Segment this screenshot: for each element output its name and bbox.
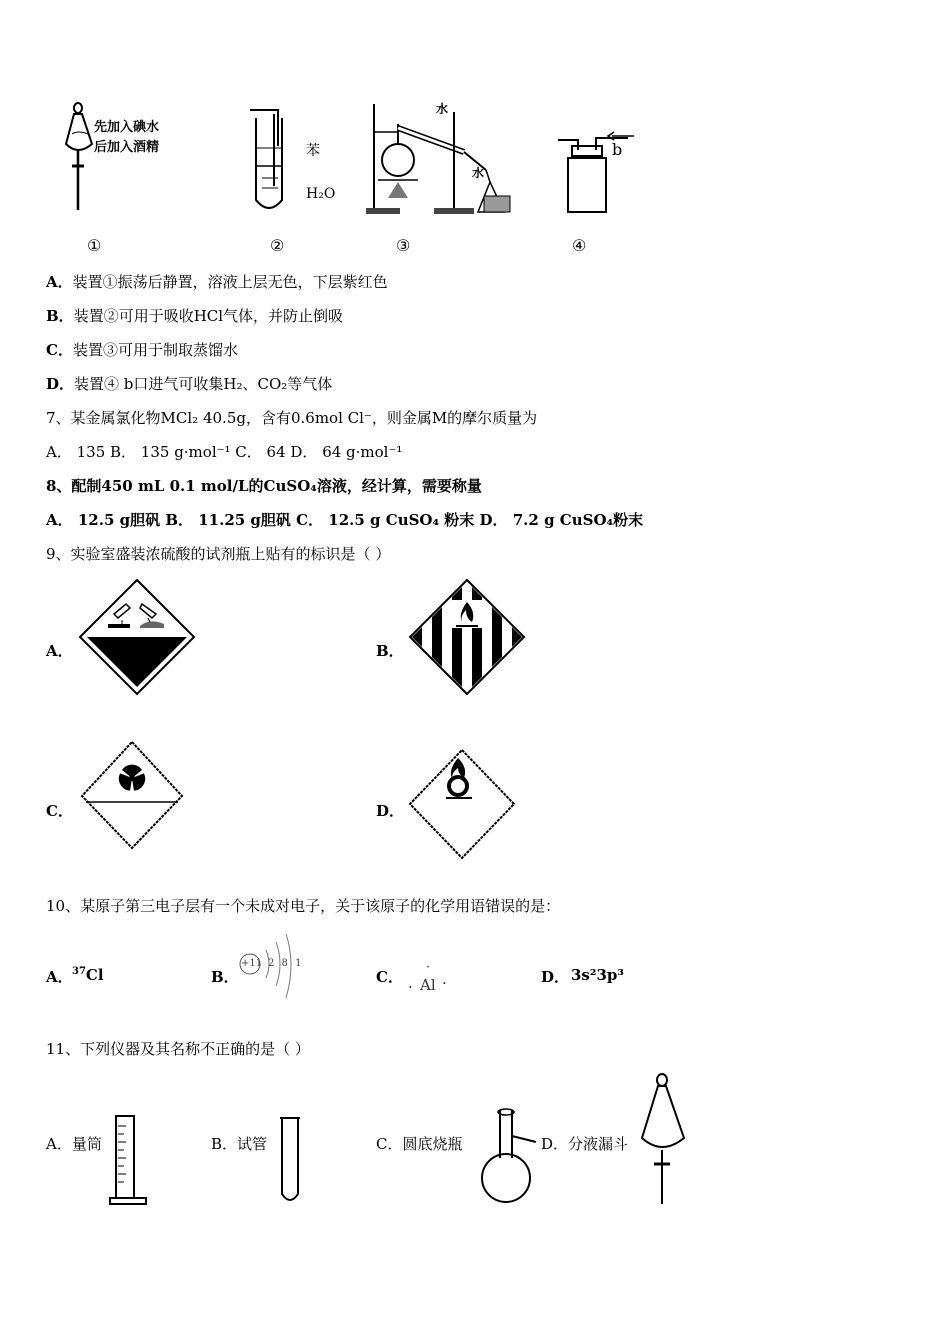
option-text: 装置①振荡后静置，溶液上层无色，下层紫红色 [72,273,388,291]
q10-label-d: D． [541,968,570,986]
q8-options: A． 12.5 g胆矾 B． 11.25 g胆矾 C． 12.5 g CuSO₄ 粉末 D． 7.2 g CuSO₄粉末 [46,511,644,529]
graduated-cylinder-image [108,1112,150,1208]
option-letter: C． [46,341,73,359]
figure-label-4: ④ [572,236,587,255]
oxidizer-hazard-sign [406,748,518,860]
test-tube-tube-figure-2 [248,104,308,216]
option-letter: B． [46,307,74,325]
corrosive-hazard-sign [78,578,196,696]
q6-option-b [46,305,343,326]
figure-3-text-water-bottom: 水 [472,166,485,180]
q11-option-a: A．量筒 [46,1135,102,1153]
figure-1-text-line-2: 后加入酒精 [94,140,160,155]
element-symbol: Cl [85,966,104,984]
figure-label-1: ① [87,236,102,255]
figure-3-text-water-top: 水 [436,102,449,116]
q10-label-c: C． [376,968,403,986]
atom-nucleus-charge: +11 [241,958,263,969]
gas-bottle-figure-4 [556,128,640,218]
q10-stem: 10、某原子第三电子层有一个未成对电子，关于该原子的化学用语错误的是： [46,897,561,915]
option-letter: A． [46,273,73,291]
figure-2-text-benzene: 苯 [306,143,320,159]
q9-label-b: B． [376,642,404,660]
test-tube-image [276,1114,306,1206]
option-letter: D． [46,375,75,393]
round-bottom-flask-image [478,1106,544,1206]
figure-label-2: ② [270,236,285,255]
q6-option-a [46,271,388,292]
q7-stem: 7、某金属氯化物MCl₂ 40.5g，含有0.6mol Cl⁻，则金属M的摩尔质量为 [46,409,538,427]
radioactive-hazard-sign [78,740,186,852]
flammable-solid-hazard-sign [408,578,526,696]
separatory-funnel-image [640,1072,688,1208]
q9-label-a: A． [46,642,73,660]
figure-label-3: ③ [396,236,411,255]
q9-label-d: D． [376,802,405,820]
q10-a-chlorine-notation [72,966,104,984]
option-text: 装置③可用于制取蒸馏水 [72,341,238,359]
q10-label-b: B． [211,968,239,986]
distillation-apparatus-figure-3 [364,102,524,218]
q10-label-a: A． [46,968,73,986]
figure-4-text-b: b [612,140,623,159]
q11-option-b: B．试管 [211,1135,268,1153]
option-text: 装置④ b口进气可收集H₂、CO₂等气体 [74,375,333,393]
q11-stem: 11、下列仪器及其名称不正确的是（ ） [46,1040,310,1058]
atom-shell-electrons: 2 8 1 [268,958,304,969]
q11-option-d: D．分液漏斗 [541,1135,629,1153]
electron-configuration: 3s²3p³ [571,966,624,984]
q8-stem: 8、配制450 mL 0.1 mol/L的CuSO₄溶液，经计算，需要称量 [46,477,482,495]
mass-number: 37 [72,966,86,977]
figure-2-text-water: H₂O [306,186,336,202]
q9-label-c: C． [46,802,73,820]
q6-option-c [46,339,238,360]
q7-options: A． 135 B． 135 g·mol⁻¹ C． 64 D． 64 g·mol⁻¹ [46,443,403,461]
q9-stem: 9、实验室盛装浓硫酸的试剂瓶上贴有的标识是（ ） [46,545,391,563]
option-text: 装置②可用于吸收HCl气体，并防止倒吸 [73,307,344,325]
lewis-element-symbol: Al [420,976,436,994]
figure-1-text-line-1: 先加入碘水 [94,120,160,135]
q11-option-c: C．圆底烧瓶 [376,1135,463,1153]
q6-option-d [46,373,332,394]
